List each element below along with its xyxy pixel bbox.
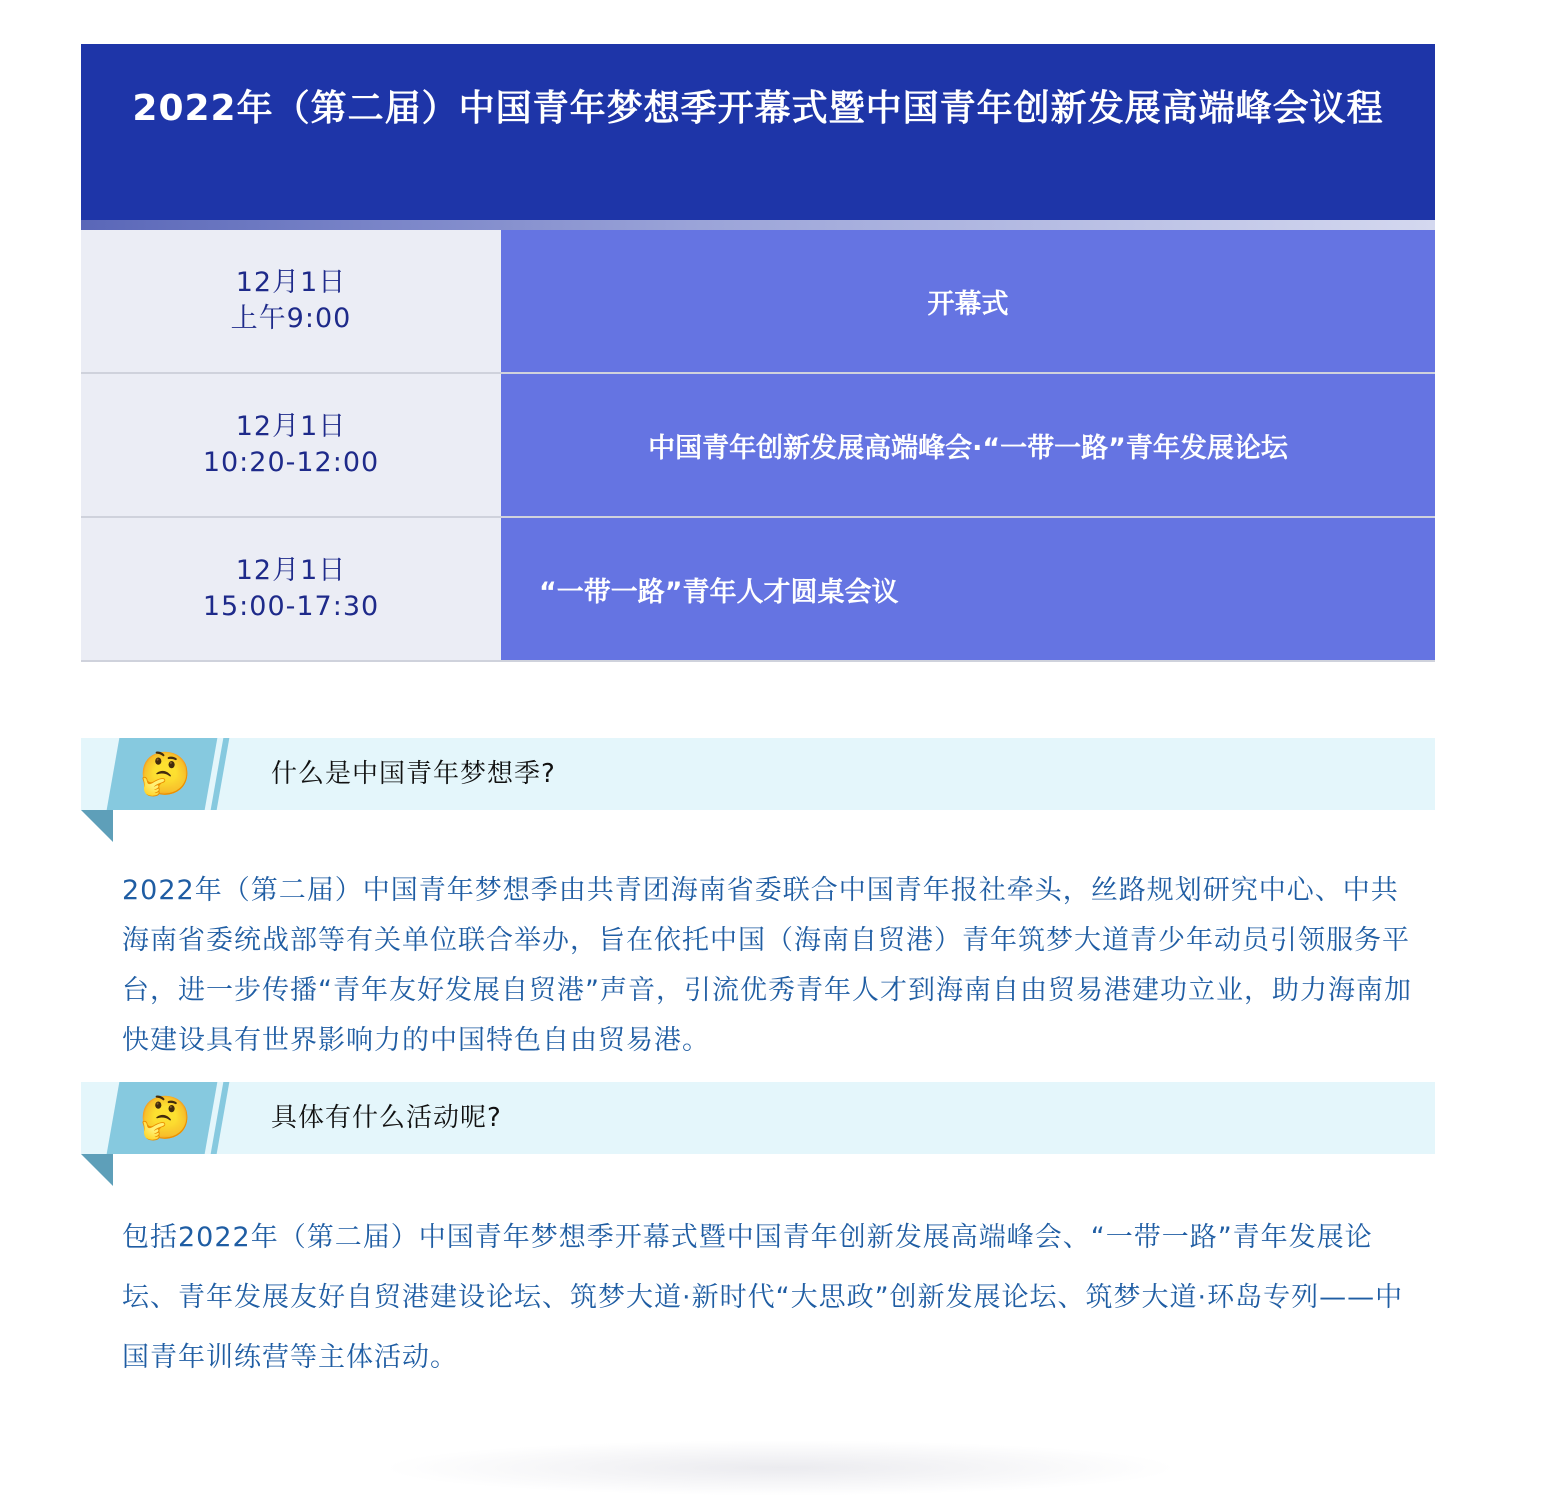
answer-paragraph: 包括2022年（第二届）中国青年梦想季开幕式暨中国青年创新发展高端峰会、“一带一路”青年发展论坛、青年发展友好自贸港建设论坛、筑梦大道·新时代“大思政”创新发展论坛、筑梦大道·环岛专列——中国青年训练营等主体活动。 (122, 1222, 1404, 1373)
schedule-time-cell (81, 374, 501, 516)
schedule-event: “一带一路”青年人才圆桌会议 (501, 518, 1435, 660)
question-text: 具体有什么活动呢? (271, 1103, 502, 1133)
schedule-row (81, 518, 1435, 662)
bottom-shadow (380, 1440, 1180, 1496)
schedule-row (81, 230, 1435, 374)
ribbon-fold-corner (81, 1154, 113, 1186)
question-bar (81, 1082, 1435, 1154)
header-gradient-strip (81, 220, 1435, 230)
schedule-time: 10:20-12:00 (202, 447, 380, 478)
ribbon-fold-corner (81, 810, 113, 842)
answer-paragraph: 2022年（第二届）中国青年梦想季由共青团海南省委联合中国青年报社牵头，丝路规划研究中心、中共海南省委统战部等有关单位联合举办，旨在依托中国（海南自贸港）青年筑梦大道青少年动员引领服务平台，进一步传播“青年友好发展自贸港”声音，引流优秀青年人才到海南自由贸易港建功立业，助力海南加快建设具有世界影响力的中国特色自由贸易港。 (122, 875, 1412, 1056)
thinking-face-icon: 🤔 (139, 1093, 192, 1142)
schedule-date: 12月1日 (235, 555, 347, 586)
schedule-time: 上午9:00 (230, 303, 352, 334)
question-bar (81, 738, 1435, 810)
schedule-date: 12月1日 (235, 411, 347, 442)
schedule-event: 开幕式 (501, 230, 1435, 372)
schedule-event: 中国青年创新发展高端峰会·“一带一路”青年发展论坛 (501, 374, 1435, 516)
schedule-time-cell (81, 518, 501, 660)
schedule-time: 15:00-17:30 (202, 591, 380, 622)
schedule-row (81, 374, 1435, 518)
question-text: 什么是中国青年梦想季? (271, 759, 556, 789)
schedule-date: 12月1日 (235, 267, 347, 298)
schedule-time-cell (81, 230, 501, 372)
agenda-title: 2022年（第二届）中国青年梦想季开幕式暨中国青年创新发展高端峰会议程 (81, 44, 1435, 220)
row-divider (81, 660, 1435, 662)
thinking-face-icon: 🤔 (139, 749, 192, 798)
